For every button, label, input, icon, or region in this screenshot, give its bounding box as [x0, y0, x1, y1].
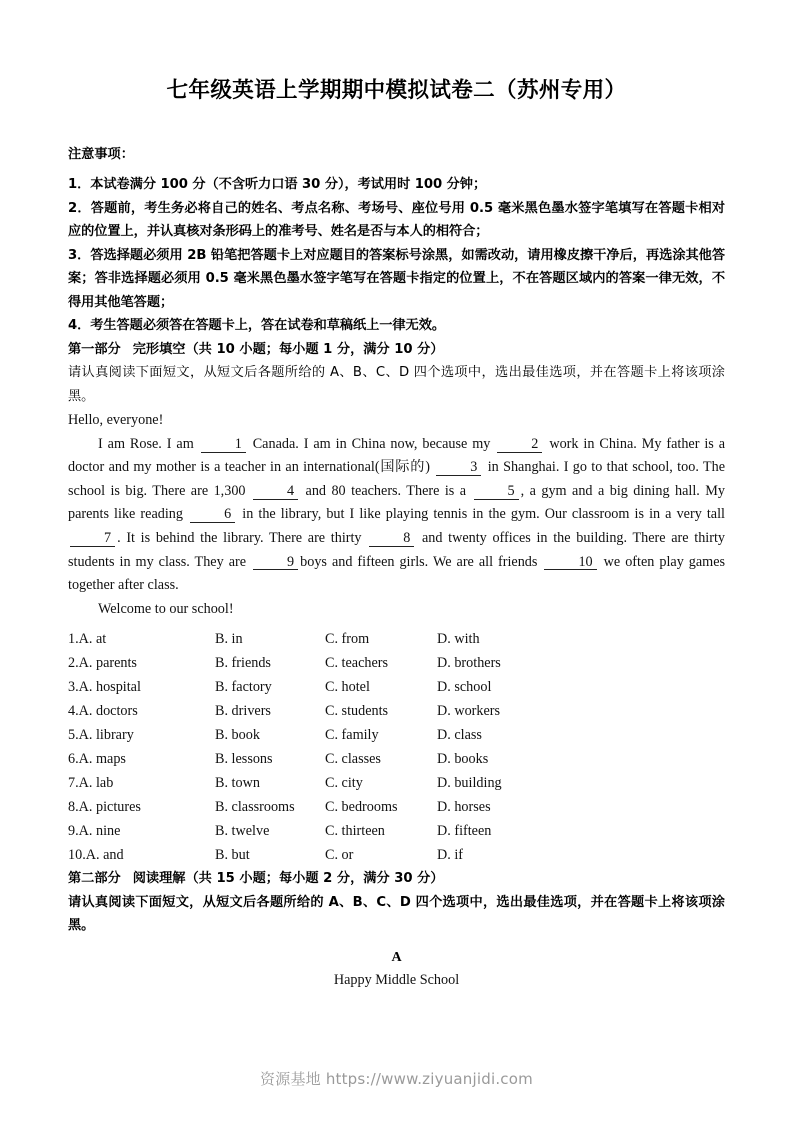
option-row — [68, 627, 725, 651]
option-row — [68, 675, 725, 699]
option-c[interactable]: C. family — [325, 727, 379, 744]
note-item-2: 2．答题前，考生务必将自己的姓名、考点名称、考场号、座位号用 0.5 毫米黑色墨水签字笔填写在答题卡相对应的位置上，并认真核对条形码上的准考号、姓名是否与本人的相符合； — [68, 200, 725, 239]
option-d[interactable]: D. if — [437, 847, 464, 864]
option-d[interactable]: D. class — [437, 727, 482, 744]
option-c[interactable]: C. bedrooms — [325, 799, 398, 816]
passage-text: and twenty offices in the building. There are thirty students in my class. They are — [68, 529, 725, 570]
option-d[interactable]: D. school — [437, 679, 492, 696]
option-a[interactable]: 7.A. lab — [68, 775, 114, 792]
option-d[interactable]: D. brothers — [437, 655, 501, 672]
option-b[interactable]: B. book — [215, 727, 260, 744]
part-one-label: 第一部分 — [68, 341, 121, 357]
passage-closing: Welcome to our school! — [98, 600, 234, 617]
option-a[interactable]: 6.A. maps — [68, 751, 126, 768]
page-title: 七年级英语上学期期中模拟试卷二（苏州专用） — [166, 78, 627, 103]
option-b[interactable]: B. classrooms — [215, 799, 295, 816]
option-row — [68, 795, 725, 819]
option-b[interactable]: B. lessons — [215, 751, 273, 768]
option-row — [68, 747, 725, 771]
option-c[interactable]: C. city — [325, 775, 363, 792]
option-b[interactable]: B. town — [215, 775, 260, 792]
part-one-section — [68, 338, 725, 868]
passage-greeting: Hello, everyone! — [68, 412, 164, 428]
option-b[interactable]: B. drivers — [215, 703, 271, 720]
part-one-instruction: 请认真阅读下面短文，从短文后各题所给的 A、B、C、D 四个选项中，选出最佳选项，并在答题卡上将该项涂黑。 — [68, 365, 725, 404]
option-b[interactable]: B. friends — [215, 655, 271, 672]
notes-heading: 注意事项： — [68, 146, 134, 162]
blank-3[interactable]: 3 — [436, 460, 481, 476]
passage-text: I am Rose. I am — [98, 435, 194, 452]
blank-9[interactable]: 9 — [253, 555, 298, 571]
passage-text: in Shanghai. I go to that school, too. The school is big. There are 1,300 — [68, 459, 725, 499]
option-row — [68, 699, 725, 723]
option-d[interactable]: D. horses — [437, 799, 491, 816]
blank-5[interactable]: 5 — [474, 484, 519, 500]
blank-2[interactable]: 2 — [497, 437, 542, 453]
option-c[interactable]: C. or — [325, 847, 354, 864]
part-two-heading — [68, 867, 725, 891]
option-row — [68, 819, 725, 843]
part-two-instruction: 请认真阅读下面短文，从短文后各题所给的 A、B、C、D 四个选项中，选出最佳选项，并在答题卡上将该项涂黑。 — [68, 894, 725, 934]
option-a[interactable]: 3.A. hospital — [68, 679, 141, 696]
passage-text: we often play games together after class. — [68, 553, 726, 594]
option-c[interactable]: C. thirteen — [325, 823, 385, 840]
option-d[interactable]: D. books — [437, 751, 489, 768]
reading-passage-subtitle: Happy Middle School — [333, 971, 460, 988]
option-a[interactable]: 2.A. parents — [68, 655, 137, 672]
passage-text: boys and fifteen girls. We are all friends — [300, 553, 538, 570]
cloze-options-list — [68, 627, 725, 867]
part-two-label: 第二部分 — [68, 871, 121, 887]
passage-text: Canada. I am in China now, because my — [252, 435, 491, 452]
cloze-passage — [68, 409, 725, 621]
notes-section — [68, 148, 725, 338]
part-two-name: 阅读理解（共 15 小题；每小题 2 分，满分 30 分） — [132, 871, 444, 887]
option-d[interactable]: D. workers — [437, 703, 501, 720]
watermark: 资源基地 https://www.ziyuanjidi.com — [260, 1070, 533, 1088]
blank-8[interactable]: 8 — [369, 531, 414, 547]
option-d[interactable]: D. fifteen — [437, 823, 492, 840]
option-b[interactable]: B. but — [215, 847, 250, 864]
option-a[interactable]: 5.A. library — [68, 727, 134, 744]
option-b[interactable]: B. twelve — [215, 823, 270, 840]
option-d[interactable]: D. building — [437, 775, 502, 792]
option-a[interactable]: 4.A. doctors — [68, 703, 138, 720]
passage-text: and 80 teachers. There is a — [305, 482, 467, 499]
blank-10[interactable]: 10 — [544, 555, 596, 571]
option-a[interactable]: 8.A. pictures — [68, 799, 141, 816]
part-one-heading — [68, 338, 725, 362]
option-d[interactable]: D. with — [437, 631, 480, 648]
option-row — [68, 843, 725, 867]
note-item-3: 3．答选择题必须用 2B 铅笔把答题卡上对应题目的答案标号涂黑，如需改动，请用橡皮擦干净后，再选涂其他答案；答非选择题必须用 0.5 毫米黑色墨水签字笔写在答题卡指定的位置上，不在答题区域内的答案一律无效，不得用其他笔答题； — [68, 247, 725, 310]
option-row — [68, 723, 725, 747]
option-c[interactable]: C. teachers — [325, 655, 389, 672]
passage-text: in the library, but I like playing tennis in the gym. Our classroom is in a very tall — [242, 506, 725, 523]
option-b[interactable]: B. in — [215, 631, 243, 648]
option-row — [68, 771, 725, 795]
blank-4[interactable]: 4 — [253, 484, 298, 500]
document-content — [68, 78, 725, 992]
option-a[interactable]: 10.A. and — [68, 847, 124, 864]
blank-1[interactable]: 1 — [201, 437, 246, 453]
passage-text: work in China. My father is a doctor and my mother is a teacher in an international(国际的) — [68, 435, 726, 476]
part-two-section — [68, 867, 725, 992]
passage-text: , a gym and a big dining hall. My parents like reading — [68, 482, 725, 523]
note-item-4: 4．考生答题必须答在答题卡上，答在试卷和草稿纸上一律无效。 — [68, 318, 445, 333]
reading-passage-label: A — [391, 949, 402, 965]
option-b[interactable]: B. factory — [215, 679, 272, 696]
blank-7[interactable]: 7 — [70, 531, 115, 547]
blank-6[interactable]: 6 — [190, 507, 235, 523]
option-c[interactable]: C. classes — [325, 751, 381, 768]
option-c[interactable]: C. hotel — [325, 679, 370, 696]
option-c[interactable]: C. from — [325, 631, 370, 648]
option-a[interactable]: 1.A. at — [68, 631, 107, 648]
option-row — [68, 651, 725, 675]
option-c[interactable]: C. students — [325, 703, 389, 720]
note-item-1: 1．本试卷满分 100 分（不含听力口语 30 分），考试用时 100 分钟； — [68, 177, 487, 192]
passage-text: . It is behind the library. There are thirty — [117, 529, 362, 546]
passage-body — [68, 433, 725, 598]
option-a[interactable]: 9.A. nine — [68, 823, 121, 840]
part-one-name: 完形填空（共 10 小题；每小题 1 分，满分 10 分） — [132, 341, 444, 357]
